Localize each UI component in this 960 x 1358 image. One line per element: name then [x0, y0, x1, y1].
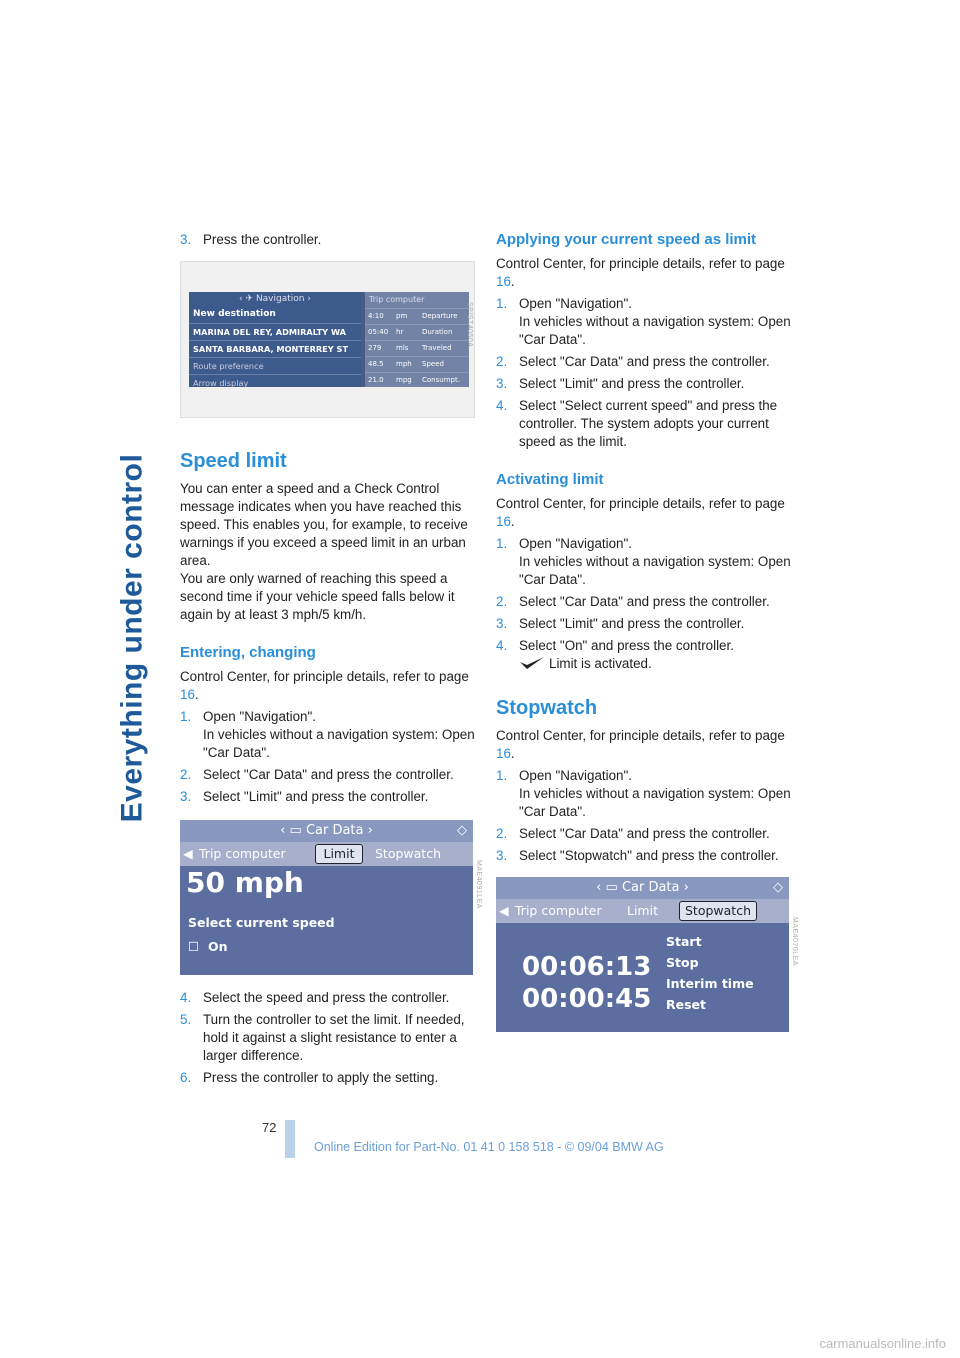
step-text: Open "Navigation". In vehicles without a navigation system: Open "Car Data". [519, 536, 791, 587]
limit-speed-value: 50 mph [186, 866, 304, 899]
step-number: 4. [496, 398, 508, 413]
right-column: Applying your current speed as limit Control Center, for principle details, refer to page 16. 1. Open "Navigation". In vehicles without a navigation system: Open "Car Data". 2. Select "Car Data" and press the controller. 3. Select "Limit" and press the controller. 4. Select "Select current speed" and press the controller. The system adopts your current speed as the limit. Activating limit Control Center, for principle details, refer to page 16. 1. Open "Navigation". In vehicles without a navigation system: Open "Car Data". 2. Select "Car Data" and press the controller. 3. Select "Limit" and press the controller. 4. Select "On" and press the controller. Limit is activated. Stopwatch Control Center, for principle details, refer to page 16. 1. Open "Navigation". In vehicles without a navigation system: Open "Car Data". 2. Select "Car Data" and press the controller. 3. Select "Stopwatch" and press the controller. ‹ ▭ Car Data › ◇ ◀ Trip computer Limit Stopwatch 00:06:13 00:00:45 Start Stop Interim time Reset MAE4070LEA [496, 231, 791, 1032]
step [496, 825, 791, 843]
step [496, 767, 791, 821]
scroll-icon: ◇ [773, 880, 783, 895]
step-text: Open "Navigation". In vehicles without a navigation system: Open "Car Data". [519, 296, 791, 347]
on-option[interactable]: ☐ On [188, 939, 228, 954]
step-number: 3. [496, 376, 508, 391]
step-number: 1. [496, 296, 508, 311]
step-number: 3. [180, 789, 192, 804]
step [180, 1011, 475, 1065]
watermark: carmanualsonline.info [819, 1336, 946, 1351]
step-number: 2. [496, 594, 508, 609]
tab-stopwatch[interactable]: Stopwatch [375, 846, 441, 861]
stopwatch-menu-item[interactable]: Interim time [666, 976, 754, 991]
step [180, 788, 475, 806]
step [496, 295, 791, 349]
tab-limit[interactable]: Limit [315, 844, 363, 864]
step-text: Select "Limit" and press the controller. [519, 376, 745, 391]
step-text: Open "Navigation". In vehicles without a navigation system: Open "Car Data". [519, 768, 791, 819]
activating-steps [496, 535, 791, 675]
entering-steps [180, 708, 475, 806]
checkmark-icon [519, 656, 545, 675]
tab-arrow-icon: ◀ [499, 903, 509, 918]
trip-row: 4:10 pm Departure [365, 308, 469, 324]
stopwatch-steps [496, 767, 791, 865]
step [180, 989, 475, 1007]
tab-stopwatch[interactable]: Stopwatch [679, 901, 757, 921]
step [496, 535, 791, 589]
computer-icon: ▭ [605, 880, 618, 895]
stopwatch-time-interim: 00:00:45 [522, 984, 652, 1014]
tab-trip-computer[interactable]: Trip computer [199, 846, 286, 861]
tab-arrow-icon: ◀ [183, 846, 193, 861]
step-number: 1. [496, 536, 508, 551]
trip-row: 48.5 mph Speed [365, 356, 469, 372]
step-number: 2. [496, 354, 508, 369]
stopwatch-menu-item[interactable]: Reset [666, 997, 706, 1012]
nav-row: Route preference [189, 357, 361, 374]
step-number: 3. [496, 848, 508, 863]
step-number: 4. [496, 638, 508, 653]
nav-row: SANTA BARBARA, MONTERREY ST [189, 340, 361, 357]
step-text: Press the controller to apply the setting. [203, 1070, 439, 1085]
trip-row: 279 mls Traveled [365, 340, 469, 356]
step-text: Select "Car Data" and press the controller. [203, 767, 454, 782]
speed-limit-heading: Speed limit [180, 450, 287, 472]
activating-heading: Activating limit [496, 471, 604, 488]
footer-bar [285, 1120, 295, 1158]
step-text: Select "Car Data" and press the controller. [519, 594, 770, 609]
checkbox-icon: ☐ [188, 939, 200, 954]
stopwatch-menu-item[interactable]: Stop [666, 955, 699, 970]
step-number: 4. [180, 990, 192, 1005]
trip-row: 05:40 hr Duration [365, 324, 469, 340]
step: 3. Press the controller. [180, 232, 322, 247]
step-text: Select "Select current speed" and press the controller. The system adopts your current speed as the limit. [519, 398, 778, 449]
stopwatch-menu [666, 931, 754, 1015]
scroll-icon: ◇ [457, 823, 467, 838]
step [496, 375, 791, 393]
page-ref-link[interactable]: 16 [496, 514, 511, 529]
step-number: 6. [180, 1070, 192, 1085]
tab-limit[interactable]: Limit [627, 903, 658, 918]
trip-row: 21.0 mpg Consumpt. [365, 372, 469, 388]
footer-text: Online Edition for Part-No. 01 41 0 158 518 - © 09/04 BMW AG [314, 1140, 664, 1154]
step-number: 5. [180, 1012, 192, 1027]
limit-screenshot: ‹ ▭ Car Data › ◇ ◀ Trip computer Limit Stopwatch 50 mph Select current speed ☐ On MAE4091LEA [180, 820, 473, 975]
step [180, 766, 475, 784]
chapter-side-title: Everything under control [115, 453, 148, 823]
step-number: 3. [496, 616, 508, 631]
nav-row: New destination [193, 309, 276, 319]
step [496, 397, 791, 451]
step [496, 353, 791, 371]
step [496, 615, 791, 633]
trip-computer-values [365, 308, 469, 388]
step-text: Select the speed and press the controller. [203, 990, 450, 1005]
step-text: Select "On" and press the controller. Limit is activated. [519, 637, 791, 675]
stopwatch-menu-item[interactable]: Start [666, 934, 702, 949]
left-column: 3. Press the controller. ‹ ✈ Navigation › New destination MARINA DEL REY, ADMIRALTY WA SANTA BARBARA, MONTERREY ST Route preference Arrow display Trip computer 4:10 pm Departure 05:40 hr Duration 279 mls Traveled 48.5 mph Speed 21.0 mpg Consumpt. SP/ST4050A Speed limit You can enter a speed and a Check Control message indicates when you have reached this speed. This enables you, for example, to receive warnings if you exceed a speed limit in an urban area. You are only warned of reaching this speed a second time if your vehicle speed falls below it again by at least 3 mph/5 km/h. Entering, changing Control Center, for principle details, refer to page 16. 1. Open "Navigation". In vehicles without a navigation system: Open "Car Data". 2. Select "Car Data" and press the controller. 3. Select "Limit" and press the controller. ‹ ▭ Car Data › ◇ ◀ Trip computer Limit Stopwatch 50 mph Select current speed ☐ On MAE4091LEA 4. Select the speed and press the controller. 5. Turn the controller to set the limit. If needed, hold it against a slight resistance to enter a larger difference. 6. Press the controller to apply the setting. [180, 232, 482, 1085]
step [496, 637, 791, 675]
step-text: Select "Limit" and press the controller. [519, 616, 745, 631]
page-ref-link[interactable]: 16 [496, 274, 511, 289]
stopwatch-screenshot: ‹ ▭ Car Data › ◇ ◀ Trip computer Limit Stopwatch 00:06:13 00:00:45 Start Stop Interim time Reset MAE4070LEA [496, 877, 789, 1032]
step-number: 2. [496, 826, 508, 841]
step [496, 593, 791, 611]
step-text: Select "Car Data" and press the controller. [519, 354, 770, 369]
select-current-speed-option[interactable]: Select current speed [188, 915, 335, 930]
navigation-screenshot: ‹ ✈ Navigation › New destination MARINA DEL REY, ADMIRALTY WA SANTA BARBARA, MONTERREY ST Route preference Arrow display Trip computer 4:10 pm Departure 05:40 hr Duration 279 mls Traveled 48.5 mph Speed 21.0 mpg Consumpt. SP/ST4050A [180, 261, 475, 418]
step-text: Turn the controller to set the limit. If needed, hold it against a slight resistance to enter a larger difference. [203, 1012, 465, 1063]
step-text: Select "Limit" and press the controller. [203, 789, 429, 804]
tab-trip-computer[interactable]: Trip computer [515, 903, 602, 918]
entering-steps-after [180, 989, 475, 1087]
step-number: 1. [496, 768, 508, 783]
step-text: Select "Stopwatch" and press the controller. [519, 848, 779, 863]
step [180, 708, 475, 762]
nav-row: MARINA DEL REY, ADMIRALTY WA [189, 323, 361, 340]
step-text: Select "Car Data" and press the controller. [519, 826, 770, 841]
step-text: Open "Navigation". In vehicles without a navigation system: Open "Car Data". [203, 709, 475, 760]
applying-heading: Applying your current speed as limit [496, 231, 757, 248]
step [496, 847, 791, 865]
nav-row: Arrow display [189, 374, 361, 391]
computer-icon: ▭ [289, 823, 302, 838]
step-number: 1. [180, 709, 192, 724]
entering-changing-heading: Entering, changing [180, 644, 316, 661]
navigation-icon: ✈ [245, 294, 254, 304]
stopwatch-heading: Stopwatch [496, 697, 598, 719]
page-number: 72 [262, 1120, 277, 1135]
step [180, 1069, 475, 1087]
page-ref-link[interactable]: 16 [496, 746, 511, 761]
applying-steps [496, 295, 791, 451]
page-ref-link[interactable]: 16 [180, 687, 195, 702]
step-number: 2. [180, 767, 192, 782]
stopwatch-time-main: 00:06:13 [522, 952, 652, 982]
